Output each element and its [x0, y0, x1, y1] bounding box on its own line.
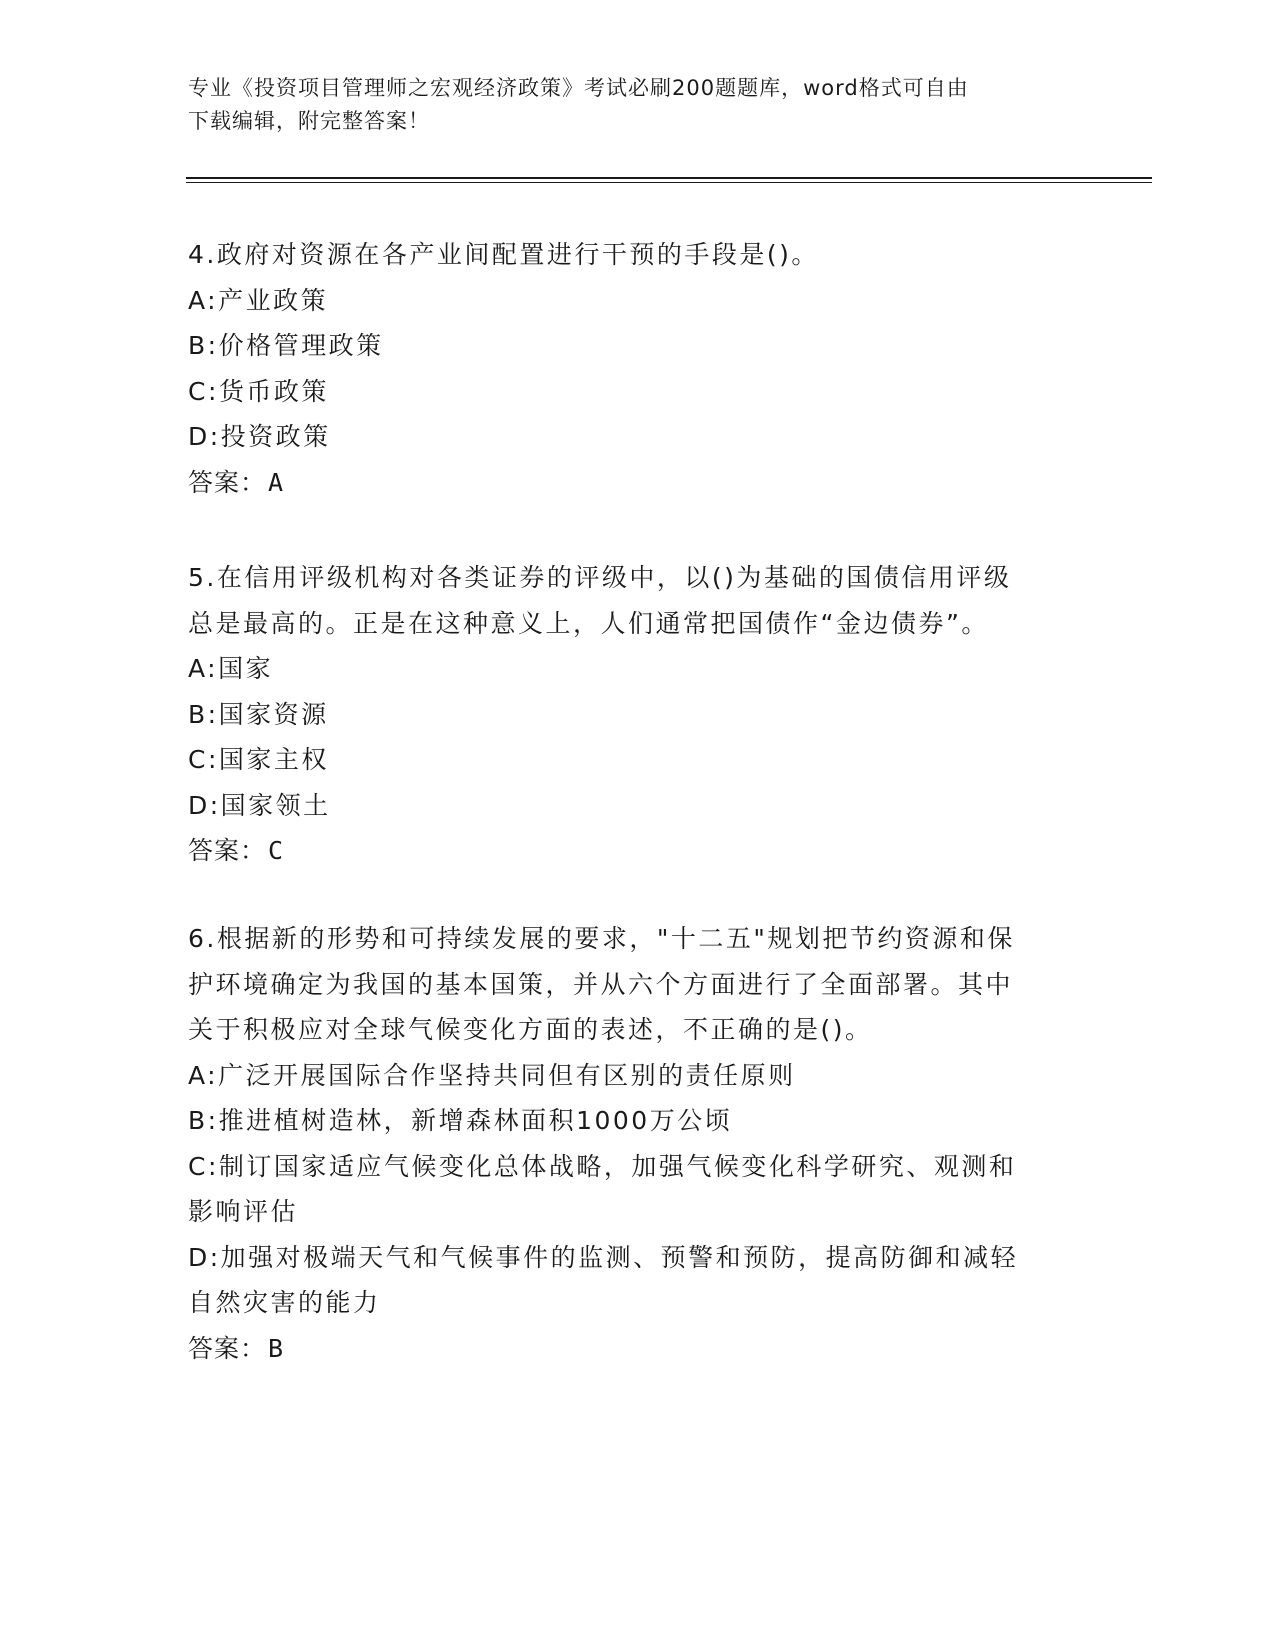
question-stem-line-2: 护环境确定为我国的基本国策，并从六个方面进行了全面部署。其中: [188, 969, 1014, 999]
question-stem-line-1: 6.根据新的形势和可持续发展的要求，"十二五"规划把节约资源和保: [188, 924, 1015, 953]
option-d: D:国家领土: [188, 790, 331, 820]
question-stem: 4.政府对资源在各产业间配置进行干预的手段是()。: [188, 240, 819, 269]
header-line-1: 专业《投资项目管理师之宏观经济政策》考试必刷200题题库，word格式可自由: [188, 76, 969, 100]
option-a: A:国家: [188, 654, 274, 683]
header-line-2: 下载编辑，附完整答案！: [188, 109, 430, 133]
question-stem-line-2: 总是最高的。正是在这种意义上，人们通常把国债作“金边债券”。: [188, 608, 989, 638]
answer-label: 答案：: [188, 836, 267, 865]
question-6: [188, 916, 1068, 1371]
answer-value: A: [268, 467, 285, 497]
option-d: D:投资政策: [188, 422, 331, 451]
option-a: A:广泛开展国际合作坚持共同但有区别的责任原则: [188, 1060, 796, 1090]
document-header: [188, 72, 1068, 138]
answer-label: 答案：: [188, 1333, 267, 1363]
option-c-line-1: C:制订国家适应气候变化总体战略，加强气候变化科学研究、观测和: [188, 1151, 1017, 1181]
option-c: C:货币政策: [188, 376, 329, 406]
question-4: [188, 232, 1068, 505]
question-stem-line-3: 关于积极应对全球气候变化方面的表述，不正确的是()。: [188, 1015, 873, 1044]
option-c-line-2: 影响评估: [188, 1197, 299, 1226]
option-a: A:产业政策: [188, 285, 329, 315]
option-d-line-2: 自然灾害的能力: [188, 1288, 381, 1317]
option-c: C:国家主权: [188, 745, 329, 774]
header-divider-top: [186, 177, 1152, 179]
option-b: B:价格管理政策: [188, 331, 384, 360]
answer-line: [188, 1326, 1068, 1372]
answer-label: 答案：: [188, 467, 267, 497]
option-b: B:国家资源: [188, 699, 329, 729]
answer-value: C: [268, 836, 285, 865]
header-divider-bottom: [186, 182, 1152, 183]
option-b: B:推进植树造林，新增森林面积1000万公顷: [188, 1106, 733, 1135]
answer-value: B: [268, 1333, 285, 1363]
option-d-line-1: D:加强对极端天气和气候事件的监测、预警和预防，提高防御和减轻: [188, 1242, 1019, 1272]
answer-line: [188, 828, 1068, 874]
question-5: [188, 555, 1068, 874]
answer-line: [188, 460, 1068, 506]
question-stem-line-1: 5.在信用评级机构对各类证券的评级中，以()为基础的国债信用评级: [188, 563, 1012, 592]
